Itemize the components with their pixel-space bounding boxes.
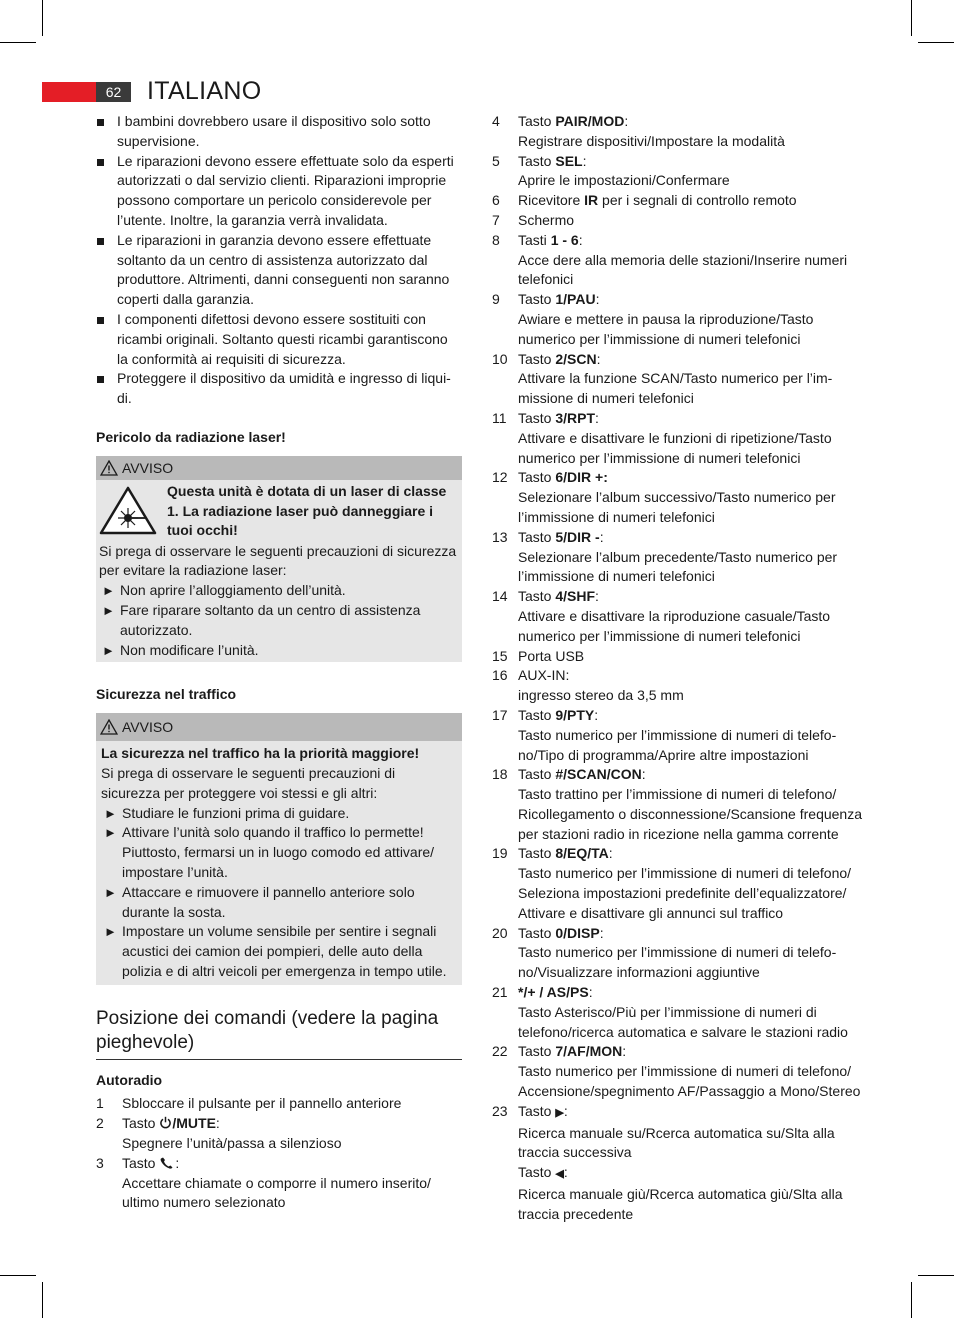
- item-prefix: AUX-IN:: [518, 667, 570, 684]
- item-prefix: Tasto: [518, 766, 556, 783]
- item-key: /MUTE: [172, 1115, 216, 1132]
- list-item: ► Fare riparare soltanto da un centro di assistenza autorizzato.: [99, 601, 459, 641]
- item-prefix: Tasto: [518, 845, 556, 862]
- next-arrow-icon: ▶: [555, 1106, 564, 1119]
- item-prefix: Tasto: [518, 113, 556, 129]
- item-number: 23: [492, 1102, 508, 1119]
- item-number: 11: [492, 409, 507, 426]
- laser-hazard-icon: [99, 483, 163, 542]
- list-item: [492, 191, 864, 211]
- item-suffix: :: [608, 845, 613, 862]
- item-suffix: :: [563, 1102, 568, 1119]
- right-column: [492, 112, 864, 1225]
- list-item: [492, 844, 864, 923]
- item-prefix: Tasto: [518, 528, 556, 545]
- autoradio-controls-list-end: [492, 1102, 864, 1225]
- item-number: 10: [492, 350, 508, 367]
- list-item: [492, 666, 864, 706]
- item-description: Tasto numerico per l’immissione di numeri di telefo-no/Tipo di programma/Aprire altre impostazioni: [518, 726, 837, 763]
- item-number: 18: [492, 766, 508, 783]
- item-description: Spegnere l’unità/passa a silenzioso: [122, 1135, 342, 1152]
- item-description: Acce dere alla memoria delle stazioni/Inserire numeri telefonici: [518, 251, 848, 288]
- crop-mark: [911, 0, 912, 36]
- item-key: SEL: [555, 152, 583, 169]
- item-suffix: :: [595, 291, 600, 308]
- item-number: 15: [492, 647, 508, 664]
- item-key: 8/EQ/TA: [555, 845, 609, 862]
- warning-icon: [100, 719, 118, 735]
- item-description: Attivare e disattivare le funzioni di ripetizione/Tasto numerico per l’immissione di numeri telefonici: [518, 429, 832, 466]
- list-item: [492, 765, 864, 844]
- item-key: 3/RPT: [555, 409, 596, 426]
- item-suffix: :: [624, 113, 629, 129]
- item-suffix: :: [582, 152, 587, 169]
- item-prefix: Tasto: [518, 1164, 556, 1181]
- warning-icon: [100, 460, 118, 476]
- item-prefix: Tasto: [518, 706, 556, 723]
- list-item: Proteggere il dispositivo da umidità e ingresso di liqui-di.: [96, 369, 462, 409]
- item-description: Accettare chiamate o comporre il numero inserito/ ultimo numero selezionato: [122, 1174, 431, 1211]
- item-description: Attivare la funzione SCAN/Tasto numerico per l’im-missione di numeri telefonici: [518, 370, 833, 407]
- item-number: 16: [492, 667, 508, 684]
- list-item: ► Attivare l’unità solo quando il traffico lo permette! Piuttosto, fermarsi un in luogo comodo ed attivare/ impostare l’unità.: [101, 823, 458, 882]
- laser-heading: Pericolo da radiazione laser!: [96, 428, 286, 445]
- item-prefix: Ricevitore: [518, 192, 585, 209]
- item-prefix: Tasto: [518, 1102, 556, 1119]
- list-item: [96, 1154, 462, 1213]
- item-number: 19: [492, 845, 508, 862]
- crop-mark: [911, 1282, 912, 1318]
- page-number: 62: [96, 82, 131, 102]
- list-item: ► Attaccare e rimuovere il pannello anteriore solo durante la sosta.: [101, 883, 458, 923]
- item-key: 0/DISP: [555, 924, 600, 941]
- item-suffix: per i segnali di controllo remoto: [598, 192, 797, 209]
- item-description: Ricerca manuale su/Rcerca automatica su/Slta alla traccia successiva: [518, 1124, 835, 1161]
- item-suffix: :: [175, 1154, 180, 1171]
- item-description: Attivare e disattivare la riproduzione casuale/Tasto numerico per l’immissione di numeri telefonici: [518, 607, 831, 644]
- item-key: 7/AF/MON: [555, 1043, 623, 1060]
- item-prefix: Schermo: [518, 211, 575, 228]
- item-prefix: Tasto: [518, 588, 556, 605]
- autoradio-heading: Autoradio: [96, 1071, 163, 1088]
- item-description: ingresso stereo da 3,5 mm: [518, 687, 684, 704]
- item-number: 12: [492, 469, 508, 486]
- list-item: [492, 231, 864, 290]
- item-number: 1: [96, 1095, 104, 1112]
- item-suffix: :: [588, 984, 593, 1001]
- item-description: Ricerca manuale giù/Rcerca automatica giù/Slta alla traccia precedente: [518, 1186, 843, 1222]
- item-prefix: Tasto: [518, 350, 556, 367]
- list-item: [492, 1102, 864, 1225]
- list-item: [96, 1094, 462, 1114]
- item-key: */+ / AS/PS: [518, 984, 589, 1001]
- item-number: 3: [96, 1154, 104, 1171]
- list-item: [492, 112, 864, 152]
- list-item: I bambini dovrebbero usare il dispositivo solo sotto supervisione.: [96, 112, 462, 152]
- list-item: Le riparazioni in garanzia devono essere effettuate soltanto da un centro di assistenza autorizzato dal produttore. Altrimenti, danni conseguenti non saranno coperti dalla garanzia.: [96, 231, 462, 310]
- item-suffix: :: [594, 706, 599, 723]
- item-number: 14: [492, 588, 508, 605]
- item-number: 6: [492, 192, 500, 209]
- item-suffix: :: [595, 409, 599, 426]
- item-suffix: :: [599, 924, 604, 941]
- list-item: [492, 350, 864, 409]
- item-number: 2: [96, 1115, 104, 1132]
- list-item: [492, 528, 864, 587]
- item-prefix: Tasto: [518, 152, 556, 169]
- crop-mark: [0, 1275, 36, 1276]
- list-item: [492, 647, 864, 667]
- item-description: Aprire le impostazioni/Confermare: [518, 172, 730, 189]
- warning-header: [96, 713, 462, 741]
- item-suffix: :: [215, 1115, 220, 1132]
- crop-mark: [0, 42, 36, 43]
- list-item: [96, 1114, 462, 1154]
- list-item: ► Non aprire l’alloggiamento dell’unità.: [99, 581, 459, 601]
- item-prefix: Tasto: [122, 1115, 160, 1132]
- item-number: 22: [492, 1043, 508, 1060]
- item-prefix: Tasti: [518, 231, 551, 248]
- item-number: 9: [492, 291, 500, 308]
- warning-label: AVVISO: [122, 719, 174, 736]
- laser-warning-box: [96, 456, 462, 663]
- item-text: Sbloccare il pulsante per il pannello anteriore: [122, 1095, 402, 1112]
- laser-warning-intro: Si prega di osservare le seguenti precauzioni di sicurezza per evitare la radiazione laser:: [99, 542, 457, 579]
- item-prefix: Tasto: [518, 1043, 556, 1060]
- item-number: 4: [492, 113, 500, 129]
- traffic-precautions: [101, 804, 458, 982]
- item-prefix: Tasto: [518, 291, 556, 308]
- item-key: 2/SCN: [555, 350, 597, 367]
- list-item: [492, 587, 864, 646]
- item-number: 7: [492, 211, 500, 228]
- item-description: Selezionare l’album successivo/Tasto numerico per l’immissione di numeri telefonici: [518, 489, 836, 525]
- autoradio-controls-list: [96, 1094, 462, 1213]
- item-suffix: :: [599, 528, 604, 545]
- list-item: ► Non modificare l’unità.: [99, 641, 459, 661]
- traffic-heading: Sicurezza nel traffico: [96, 686, 237, 703]
- list-item: [492, 468, 864, 527]
- item-suffix: :: [595, 588, 599, 605]
- item-description: Tasto numerico per l’immissione di numeri di telefono/ Seleziona impostazioni predefinite dell’equalizzatore/ Attivare e disattivare gli annunci sul traffico: [518, 865, 852, 921]
- item-suffix: :: [641, 766, 646, 783]
- item-description: Tasto Asterisco/Più per l’immissione di numeri di telefono/ricerca automatica e salvare le stazioni radio: [518, 1003, 848, 1040]
- item-number: 17: [492, 706, 508, 723]
- list-item: ► Studiare le funzioni prima di guidare.: [101, 804, 458, 824]
- item-number: 5: [492, 152, 500, 169]
- item-key: 5/DIR -: [555, 528, 600, 545]
- item-key: 1/PAU: [555, 291, 596, 308]
- power-icon: [159, 1116, 172, 1129]
- traffic-warning-box: [96, 713, 462, 985]
- item-description: Selezionare l’album precedente/Tasto numerico per l’immissione di numeri telefonici: [518, 548, 838, 585]
- list-item: ► Impostare un volume sensibile per sentire i segnali acustici dei camion dei pompieri, delle auto della polizia e di altri veicoli per emergenza in tempo utile.: [101, 922, 458, 981]
- item-number: 20: [492, 924, 508, 941]
- item-prefix: Tasto: [122, 1154, 160, 1171]
- laser-warning-statement: Questa unità è dotata di un laser di classe 1. La radiazione laser può danneggiare i tuoi occhi!: [167, 482, 447, 539]
- item-prefix: Tasto: [518, 924, 556, 941]
- crop-mark: [918, 42, 954, 43]
- warning-label: AVVISO: [122, 459, 174, 476]
- page-title: ITALIANO: [147, 77, 262, 105]
- controls-section-title: Posizione dei comandi (vedere la pagina pieghevole): [96, 1007, 462, 1060]
- list-item: [492, 706, 864, 765]
- item-suffix: :: [578, 231, 583, 248]
- item-suffix: :: [563, 1164, 568, 1181]
- item-description: Tasto trattino per l’immissione di numeri di telefono/ Ricollegamento o disconnessione/Scansione frequenza per stazioni radio in ricezione nella gamma corrente: [518, 786, 862, 842]
- safety-bullet-list: [96, 112, 462, 409]
- item-key: 9/PTY: [555, 706, 595, 723]
- item-key: IR: [584, 192, 599, 209]
- list-item: I componenti difettosi devono essere sostituiti con ricambi originali. Soltanto questi ricambi garantiscono la conformità ai requisiti di sicurezza.: [96, 310, 462, 369]
- item-number: 13: [492, 528, 508, 545]
- item-prefix: Porta USB: [518, 647, 585, 664]
- laser-precautions: [99, 581, 459, 660]
- phone-icon: [159, 1156, 175, 1170]
- previous-arrow-icon: ◀: [555, 1168, 564, 1181]
- item-key: PAIR/MOD: [555, 113, 625, 129]
- autoradio-controls-list-continued: [492, 112, 864, 1102]
- left-column: [96, 112, 462, 1213]
- warning-header: [96, 456, 462, 480]
- item-suffix: :: [596, 350, 601, 367]
- crop-mark: [42, 1282, 43, 1318]
- item-prefix: Tasto: [518, 469, 556, 486]
- list-item: Le riparazioni devono essere effettuate solo da esperti autorizzati o dal servizio clienti. Riparazioni improprie possono comportare un pericolo considerevole per l’utente. Inoltre, la garanzia verrà invalidata.: [96, 152, 462, 231]
- crop-mark: [918, 1275, 954, 1276]
- crop-mark: [42, 0, 43, 36]
- item-suffix: :: [622, 1043, 627, 1060]
- item-key: 4/SHF: [555, 588, 596, 605]
- item-description: Tasto numerico per l’immissione di numeri di telefo-no/Visualizzare informazioni aggiuntive: [518, 944, 837, 981]
- item-number: 8: [492, 231, 500, 248]
- list-item: [492, 983, 864, 1042]
- list-item: [492, 211, 864, 231]
- item-key: 6/DIR +:: [555, 469, 608, 486]
- list-item: [492, 924, 864, 983]
- list-item: [492, 152, 864, 192]
- item-number: 21: [492, 984, 508, 1001]
- item-key: 1 - 6: [550, 231, 579, 248]
- item-description: Registrare dispositivi/Impostare la modalità: [518, 132, 785, 149]
- item-description: Tasto numerico per l’immissione di numeri di telefono/ Accensione/spegnimento AF/Passaggio a Mono/Stereo: [518, 1063, 861, 1100]
- traffic-warning-intro: Si prega di osservare le seguenti precauzioni di sicurezza per proteggere voi stessi e gli altri:: [101, 764, 396, 801]
- item-description: Awiare e mettere in pausa la riproduzione/Tasto numerico per l’immissione di numeri telefonici: [518, 310, 814, 347]
- list-item: [492, 409, 864, 468]
- list-item: [492, 290, 864, 349]
- item-key: #/SCAN/CON: [555, 766, 642, 783]
- list-item: [492, 1042, 864, 1101]
- traffic-warning-statement: La sicurezza nel traffico ha la priorità maggiore!: [101, 745, 420, 762]
- item-prefix: Tasto: [518, 409, 556, 426]
